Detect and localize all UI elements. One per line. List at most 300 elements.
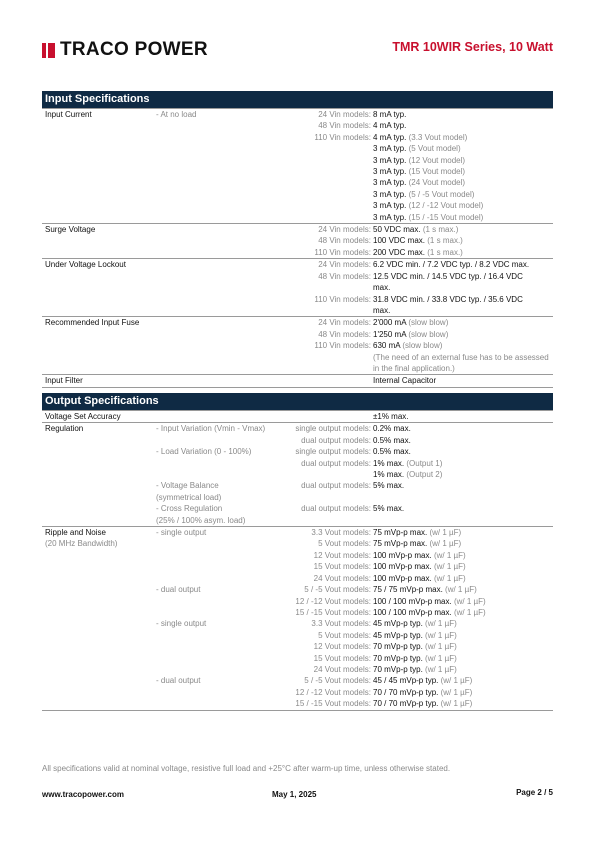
model-cell [276,120,373,131]
spec-note: (1 s max.) [427,236,463,246]
model-label: dual output models: [301,458,371,468]
value-cell [373,698,553,710]
value-cell [373,155,553,166]
spec-value: 4 mA typ. [373,121,407,131]
value-cell [373,352,553,363]
model-cell [276,247,373,259]
condition-cell [156,247,276,259]
condition-cell [156,458,276,469]
condition-cell [156,630,276,641]
spec-value: 45 mVp-p typ. [373,630,423,640]
parameter-cell [42,235,156,246]
spec-note: (3.3 Vout model) [408,132,468,142]
model-cell [276,305,373,317]
page-number: Page 2 / 5 [516,788,553,797]
value-cell [373,305,553,317]
condition-cell [156,550,276,561]
model-label: single output models: [295,447,371,457]
value-cell [373,375,553,387]
spec-row [42,294,553,305]
spec-row [42,458,553,469]
parameter-cell [42,200,156,211]
condition-cell [156,492,276,503]
spec-value: 3 mA typ. [373,201,407,211]
model-cell [276,573,373,584]
condition-cell [156,411,276,423]
value-cell [373,492,553,503]
model-cell [276,375,373,387]
value-cell [373,596,553,607]
parameter-cell [42,155,156,166]
parameter-name: Ripple and Noise [45,528,106,538]
model-cell [276,584,373,595]
condition-cell [156,189,276,200]
model-cell [276,132,373,143]
value-cell [373,469,553,480]
spec-row [42,480,553,491]
spec-value: 75 mVp-p max. [373,528,428,538]
parameter-cell [42,480,156,491]
model-label: 15 / -15 Vout models: [295,699,371,709]
model-cell [276,271,373,282]
spec-row [42,340,553,351]
spec-note: (w/ 1 µF) [440,676,473,686]
condition-cell [156,503,276,514]
logo-mark-icon [42,43,55,58]
parameter-cell [42,329,156,340]
condition-cell [156,282,276,293]
model-label: 24 Vin models: [318,110,371,119]
spec-row [42,259,553,271]
condition-cell [156,538,276,549]
model-cell [276,224,373,236]
footnote: All specifications valid at nominal voltage, resistive full load and +25°C after warm-up time, unless otherwise stated. [42,764,451,773]
condition-text: - Voltage Balance [156,481,219,491]
condition-cell [156,618,276,629]
model-label: 5 / -5 Vout models: [304,585,371,595]
spec-note: (slow blow) [408,318,449,328]
spec-row [42,247,553,259]
model-cell [276,423,373,435]
model-cell [276,561,373,572]
model-cell [276,411,373,423]
condition-cell [156,271,276,282]
parameter-cell [42,352,156,363]
parameter-cell [42,294,156,305]
spec-group [42,317,553,375]
value-cell [373,363,553,375]
spec-value: 45 / 45 mVp-p typ. [373,676,439,686]
model-cell [276,538,373,549]
model-cell [276,458,373,469]
model-cell [276,282,373,293]
parameter-cell [42,698,156,710]
spec-value: 100 mVp-p max. [373,550,432,560]
value-cell [373,630,553,641]
parameter-name: Recommended Input Fuse [45,318,140,328]
condition-cell [156,435,276,446]
spec-row [42,664,553,675]
parameter-cell [42,282,156,293]
spec-row [42,189,553,200]
spec-value: max. [373,283,391,293]
parameter-cell [42,469,156,480]
value-cell [373,177,553,188]
value-cell [373,329,553,340]
model-label: 24 Vin models: [318,318,371,328]
spec-value: 100 mVp-p max. [373,573,432,583]
spec-value: Internal Capacitor [373,376,437,386]
model-label: 5 Vout models: [318,539,371,549]
spec-row [42,435,553,446]
condition-cell [156,224,276,236]
condition-cell [156,664,276,675]
value-cell [373,664,553,675]
spec-row [42,596,553,607]
spec-value: 70 mVp-p typ. [373,653,423,663]
spec-value: 1% max. [373,458,405,468]
model-label: dual output models: [301,504,371,514]
condition-cell [156,698,276,710]
parameter-cell [42,411,156,423]
spec-value: 50 VDC max. [373,225,421,235]
model-label: 48 Vin models: [318,121,371,131]
spec-note: (Output 2) [406,470,443,480]
parameter-cell [42,212,156,224]
condition-cell [156,446,276,457]
model-label: 3.3 Vout models: [311,528,371,538]
parameter-cell [42,305,156,317]
parameter-cell [42,224,156,236]
condition-cell [156,607,276,618]
spec-row [42,503,553,514]
traco-power-logo [42,41,208,59]
condition-text: - Input Variation (Vmin - Vmax) [156,424,266,434]
spec-note: (w/ 1 µF) [425,642,457,652]
model-cell [276,687,373,698]
value-cell [373,235,553,246]
condition-cell [156,177,276,188]
model-label: 15 Vout models: [313,653,371,663]
spec-row [42,653,553,664]
model-cell [276,189,373,200]
parameter-cell [42,166,156,177]
input-specifications-section [42,91,553,388]
value-cell [373,687,553,698]
spec-row [42,329,553,340]
condition-cell [156,573,276,584]
parameter-cell [42,423,156,435]
condition-cell [156,166,276,177]
spec-value: max. [373,305,391,315]
parameter-cell [42,687,156,698]
spec-row [42,607,553,618]
spec-row [42,155,553,166]
model-cell [276,492,373,503]
parameter-name: Input Current [45,110,92,119]
condition-cell [156,352,276,363]
parameter-cell [42,618,156,629]
spec-value: 3 mA typ. [373,189,407,199]
spec-note: (slow blow) [402,341,443,351]
model-label: 48 Vin models: [318,236,371,246]
condition-cell [156,120,276,131]
model-label: 110 Vin models: [314,132,371,142]
condition-text: - At no load [156,110,197,119]
spec-value: 70 / 70 mVp-p typ. [373,699,439,709]
condition-cell [156,200,276,211]
parameter-cell [42,189,156,200]
value-cell [373,573,553,584]
condition-cell [156,109,276,121]
model-label: 48 Vin models: [318,271,371,281]
spec-value: 70 / 70 mVp-p typ. [373,687,439,697]
model-label: 24 Vout models: [313,664,371,674]
spec-note: (w/ 1 µF) [425,664,457,674]
model-cell [276,352,373,363]
condition-cell [156,294,276,305]
spec-row [42,143,553,154]
parameter-cell [42,675,156,686]
spec-note: (w/ 1 µF) [433,550,466,560]
value-cell [373,561,553,572]
condition-cell [156,641,276,652]
spec-row [42,538,553,549]
parameter-cell [42,561,156,572]
value-cell [373,653,553,664]
spec-value: 3 mA typ. [373,155,407,165]
model-label: 110 Vin models: [314,247,371,257]
model-label: 24 Vin models: [318,260,371,270]
spec-value: 3 mA typ. [373,212,407,222]
spec-row [42,212,553,224]
parameter-cell [42,177,156,188]
spec-row [42,363,553,375]
parameter-cell [42,363,156,375]
value-cell [373,143,553,154]
model-cell [276,166,373,177]
model-label: 24 Vout models: [313,573,371,583]
spec-group [42,224,553,259]
value-cell [373,480,553,491]
spec-row [42,282,553,293]
model-label: 15 Vout models: [313,562,371,572]
condition-cell [156,480,276,491]
condition-text: - Load Variation (0 - 100%) [156,447,252,457]
spec-note: (w/ 1 µF) [433,573,466,583]
parameter-cell [42,132,156,143]
value-cell [373,584,553,595]
value-cell [373,618,553,629]
spec-row [42,584,553,595]
model-cell [276,317,373,329]
model-label: 3.3 Vout models: [311,619,371,629]
model-cell [276,675,373,686]
model-cell [276,177,373,188]
model-cell [276,259,373,271]
spec-note: (w/ 1 µF) [440,699,473,709]
spec-row [42,675,553,686]
condition-cell [156,143,276,154]
spec-note: (slow blow) [408,329,449,339]
condition-cell [156,235,276,246]
spec-row [42,132,553,143]
model-cell [276,435,373,446]
parameter-cell [42,446,156,457]
parameter-cell [42,503,156,514]
spec-row [42,200,553,211]
model-cell [276,618,373,629]
spec-row [42,573,553,584]
spec-row [42,224,553,236]
value-cell [373,189,553,200]
spec-note: (12 / -12 Vout model) [408,201,484,211]
parameter-cell [42,375,156,387]
spec-note: (1 s max.) [427,247,463,257]
model-cell [276,480,373,491]
condition-cell [156,423,276,435]
spec-value: 75 / 75 mVp-p max. [373,585,443,595]
spec-row [42,166,553,177]
spec-note: (15 / -15 Vout model) [408,212,484,222]
spec-row [42,446,553,457]
spec-row [42,550,553,561]
parameter-cell [42,247,156,259]
model-cell [276,527,373,539]
model-label: 5 Vout models: [318,630,371,640]
value-cell [373,503,553,514]
spec-note: (w/ 1 µF) [429,528,462,538]
value-cell [373,200,553,211]
parameter-cell [42,550,156,561]
value-cell [373,259,553,271]
footer-date: May 1, 2025 [272,790,317,799]
model-cell [276,596,373,607]
condition-cell [156,340,276,351]
logo-text: TRACO POWER [60,39,208,60]
spec-note: (Output 1) [406,458,443,468]
output-specifications-section [42,393,553,711]
model-cell [276,235,373,246]
model-label: 48 Vin models: [318,329,371,339]
spec-value: 75 mVp-p max. [373,539,428,549]
condition-cell [156,305,276,317]
section-heading: Input Specifications [42,91,553,108]
parameter-name: Surge Voltage [45,225,96,235]
footer-url: www.tracopower.com [42,790,124,799]
condition-cell [156,259,276,271]
parameter-cell [42,584,156,595]
model-cell [276,641,373,652]
value-cell [373,109,553,121]
parameter-cell [42,538,156,549]
spec-value: 8 mA typ. [373,110,407,119]
parameter-cell [42,120,156,131]
value-cell [373,675,553,686]
value-cell [373,527,553,539]
spec-value: 100 / 100 mVp-p max. [373,607,452,617]
model-label: 110 Vin models: [314,341,371,351]
spec-value: 3 mA typ. [373,178,407,188]
model-cell [276,294,373,305]
model-label: 5 / -5 Vout models: [304,676,371,686]
model-cell [276,143,373,154]
condition-cell [156,317,276,329]
condition-cell [156,363,276,375]
model-label: 24 Vin models: [318,225,371,235]
spec-value: 4 mA typ. [373,132,407,142]
input-spec-table [42,108,553,388]
model-label: dual output models: [301,481,371,491]
value-cell [373,120,553,131]
spec-note: (12 Vout model) [408,155,466,165]
condition-text: - Cross Regulation [156,504,223,514]
parameter-cell [42,653,156,664]
model-cell [276,109,373,121]
model-cell [276,698,373,710]
model-cell [276,329,373,340]
spec-value: ±1% max. [373,412,409,421]
parameter-cell [42,458,156,469]
spec-note: (w/ 1 µF) [425,653,457,663]
parameter-cell [42,641,156,652]
spec-group [42,259,553,317]
spec-value: 3 mA typ. [373,144,407,154]
section-heading: Output Specifications [42,393,553,410]
model-cell [276,550,373,561]
spec-row [42,271,553,282]
spec-note: (15 Vout model) [408,167,466,177]
parameter-name: Input Filter [45,376,83,386]
spec-group [42,411,553,423]
parameter-cell [42,664,156,675]
model-cell [276,607,373,618]
condition-text: (symmetrical load) [156,492,222,502]
value-cell [373,446,553,457]
value-cell [373,435,553,446]
spec-value: 5% max. [373,504,405,514]
spec-value: 6.2 VDC min. / 7.2 VDC typ. / 8.2 VDC max. [373,260,530,270]
value-cell [373,515,553,527]
model-label: 12 Vout models: [313,642,371,652]
model-cell [276,653,373,664]
model-label: 12 / -12 Vout models: [295,596,371,606]
parameter-cell [42,596,156,607]
model-label: 110 Vin models: [314,294,371,304]
spec-value: 3 mA typ. [373,167,407,177]
parameter-cell [42,109,156,121]
condition-cell [156,212,276,224]
spec-row [42,698,553,710]
spec-row [42,317,553,329]
value-cell [373,423,553,435]
value-cell [373,224,553,236]
model-cell [276,630,373,641]
model-cell [276,200,373,211]
parameter-cell [42,271,156,282]
model-label: 15 / -15 Vout models: [295,607,371,617]
parameter-cell [42,317,156,329]
spec-group [42,423,553,527]
spec-note: (The need of an external fuse has to be assessed [373,352,549,362]
model-cell [276,446,373,457]
condition-text: - dual output [156,585,201,595]
spec-row [42,515,553,527]
spec-note: (w/ 1 µF) [425,619,457,629]
spec-note: (w/ 1 µF) [445,585,477,595]
spec-value: 0.5% max. [373,447,411,457]
condition-text: - single output [156,528,207,538]
